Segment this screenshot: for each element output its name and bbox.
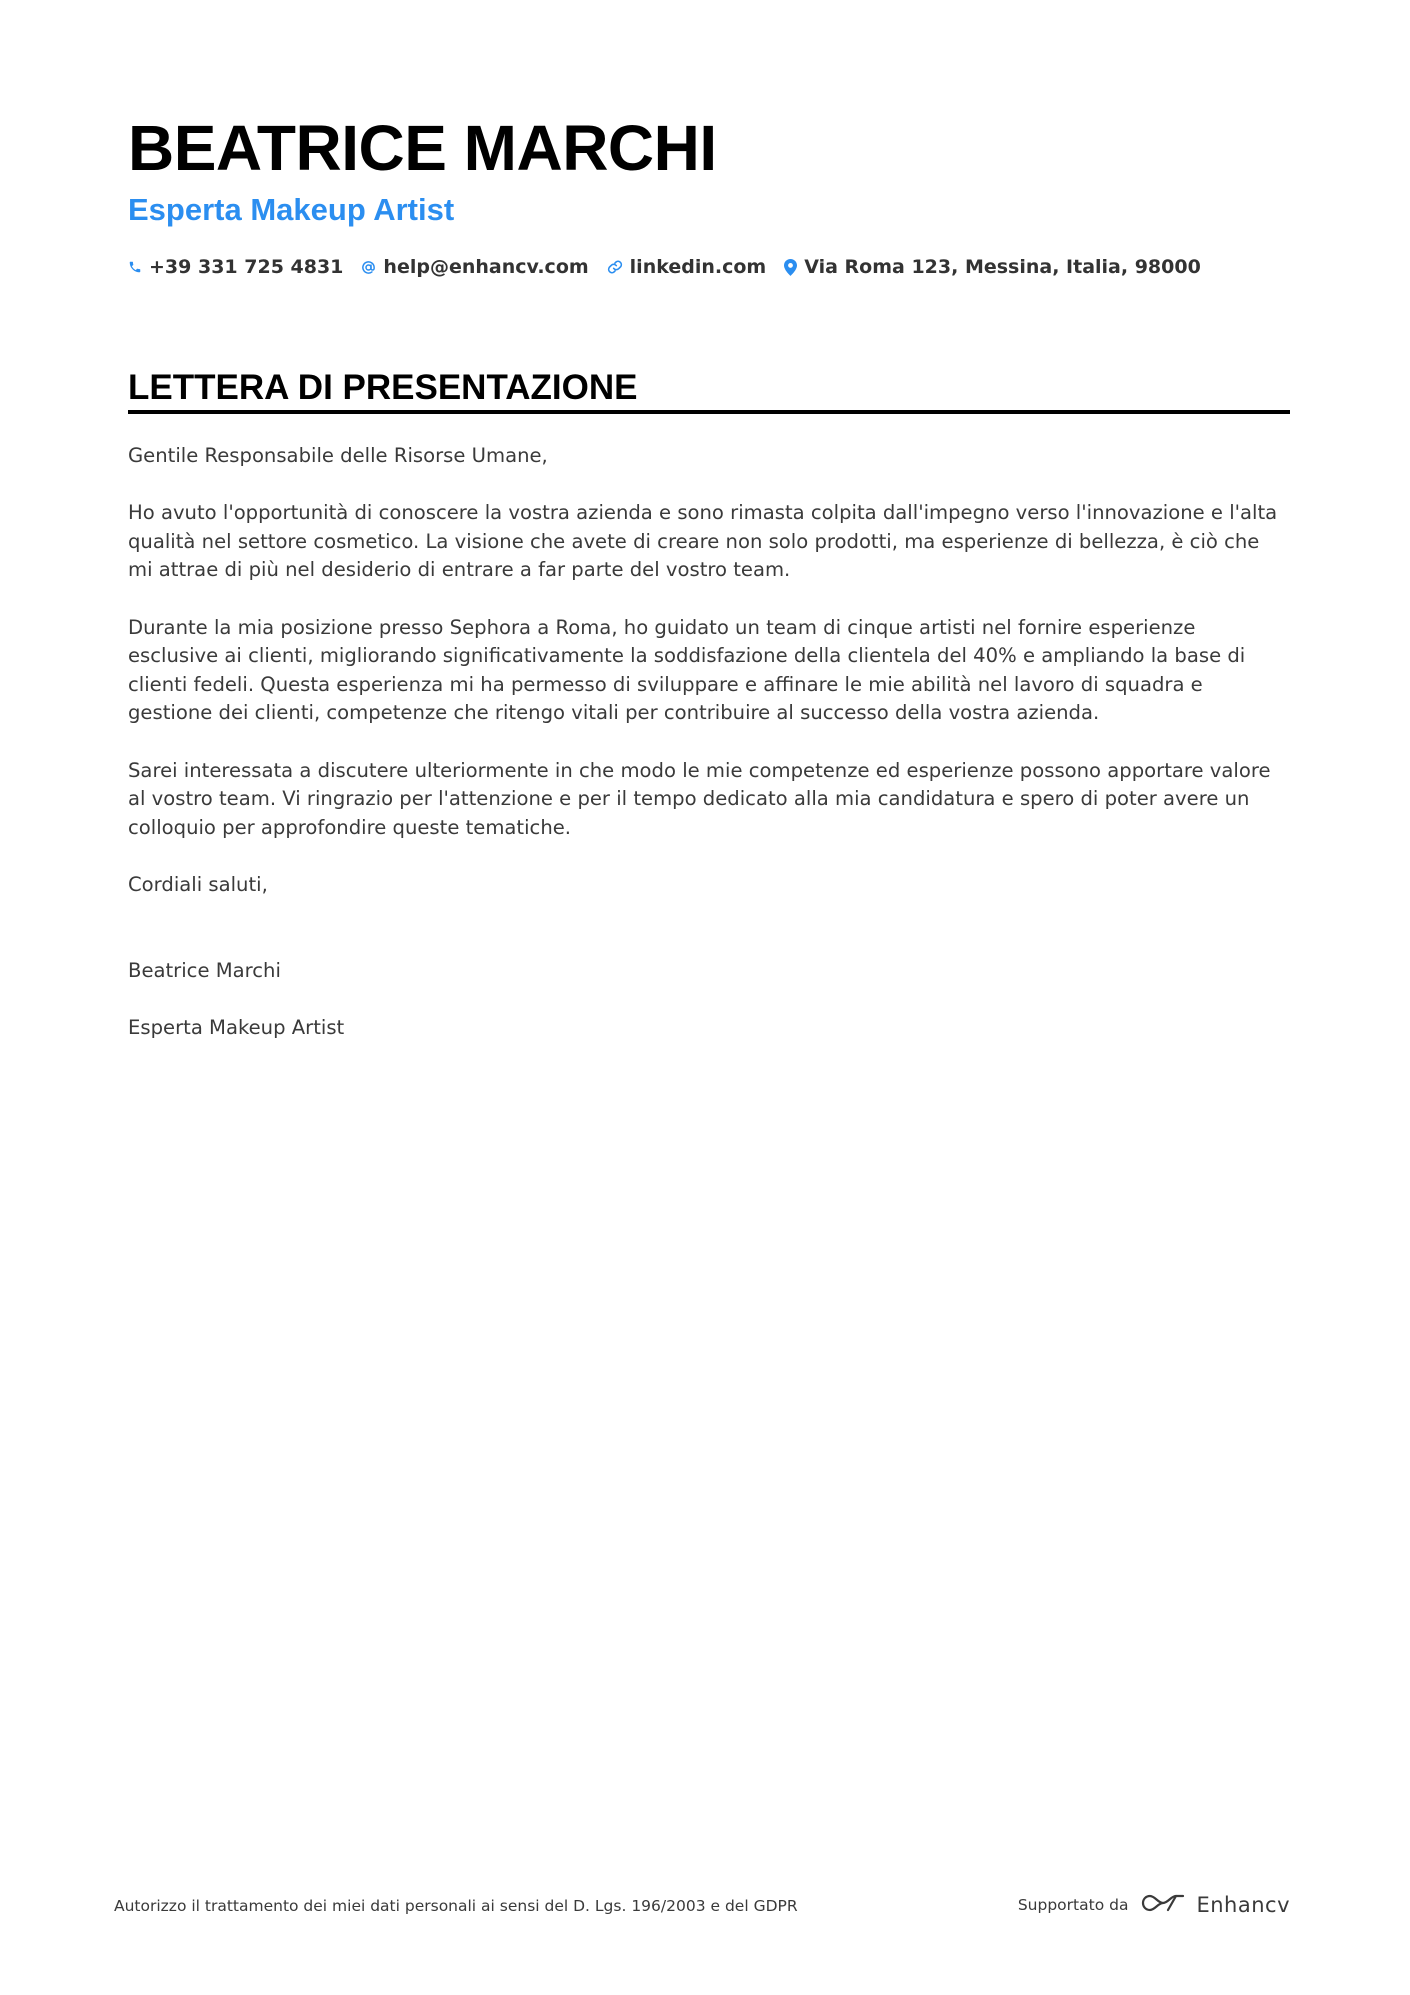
letter-greeting: Gentile Responsabile delle Risorse Umane, xyxy=(128,444,548,467)
section-divider xyxy=(128,410,1290,414)
letter-paragraph-3: Sarei interessata a discutere ulteriormente in che modo le mie competenze ed esperienze possono apportare valore al vostro team. Vi ringrazio per l'attenzione e per il tempo dedicato alla mia candidatura e spero di poter avere un colloquio per approfondire queste tematiche. xyxy=(128,758,1271,839)
letter-body xyxy=(128,442,1290,1071)
location-pin-icon xyxy=(784,259,797,276)
at-icon xyxy=(361,260,376,275)
contact-email[interactable] xyxy=(361,256,588,278)
link-icon xyxy=(607,259,623,275)
candidate-name: BEATRICE MARCHI xyxy=(128,112,717,184)
contact-email-text: help@enhancv.com xyxy=(383,256,589,278)
phone-icon xyxy=(128,260,142,274)
letter-closing: Cordiali saluti, xyxy=(128,872,268,896)
contact-linkedin-text: linkedin.com xyxy=(629,256,767,278)
letter-paragraph-1: Ho avuto l'opportunità di conoscere la vostra azienda e sono rimasta colpita dall'impegno verso l'innovazione e l'alta qualità nel settore cosmetico. La visione che avete di creare non solo prodotti, ma esperienze di bellezza, è ciò che mi attrae di più nel desiderio di entrare a far parte del vostro team. xyxy=(128,501,1278,582)
contact-phone-text: +39 331 725 4831 xyxy=(149,256,344,278)
brand-name: Enhancv xyxy=(1196,1893,1290,1917)
brand-logo[interactable] xyxy=(1140,1891,1290,1919)
contact-bar xyxy=(128,252,1201,282)
section-title: LETTERA DI PRESENTAZIONE xyxy=(128,368,638,407)
contact-address xyxy=(784,256,1201,278)
letter-paragraph-2: Durante la mia posizione presso Sephora a Roma, ho guidato un team di cinque artisti nel fornire esperienze esclusive ai clienti, migliorando significativamente la soddisfazione della clientela del 40% e ampliando la base di clienti fedeli. Questa esperienza mi ha permesso di sviluppare e affinare le mie abilità nel lavoro di squadra e gestione dei clienti, competenze che ritengo vitali per contribuire al successo della vostra azienda. xyxy=(128,615,1246,725)
contact-linkedin[interactable] xyxy=(607,256,767,278)
powered-by-label: Supportato da xyxy=(1017,1896,1129,1914)
signature-title: Esperta Makeup Artist xyxy=(128,1015,345,1039)
signature-name: Beatrice Marchi xyxy=(128,958,281,982)
consent-note: Autorizzo il trattamento dei miei dati personali ai sensi del D. Lgs. 196/2003 e del GDPR xyxy=(114,1897,798,1915)
enhancv-logo-icon xyxy=(1140,1891,1186,1919)
powered-by xyxy=(1018,1888,1290,1922)
contact-phone[interactable] xyxy=(128,256,343,278)
candidate-role: Esperta Makeup Artist xyxy=(128,192,455,227)
contact-address-text: Via Roma 123, Messina, Italia, 98000 xyxy=(804,256,1201,278)
